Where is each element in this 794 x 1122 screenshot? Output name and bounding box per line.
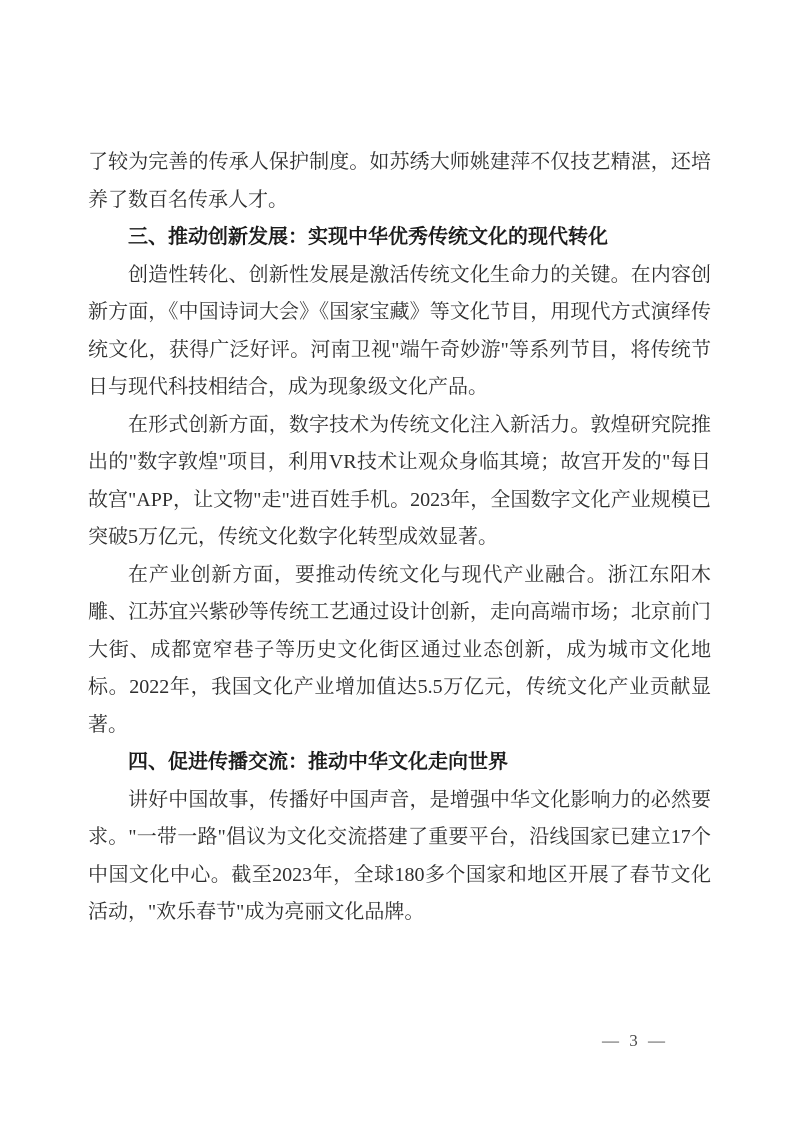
document-content (88, 144, 711, 932)
section-heading-4: 四、促进传播交流：推动中华文化走向世界 (128, 751, 508, 773)
paragraph-format-innovation: 在形式创新方面，数字技术为传统文化注入新活力。敦煌研究院推出的"数字敦煌"项目，利用VR技术让观众身临其境；故宫开发的"每日故宫"APP，让文物"走"进百姓手机。2023年，全国数字文化产业规模已突破5万亿元，传统文化数字化转型成效显著。 (88, 413, 711, 548)
paragraph-content-innovation: 创造性转化、创新性发展是激活传统文化生命力的关键。在内容创新方面，《中国诗词大会》《国家宝藏》等文化节目，用现代方式演绎传统文化，获得广泛好评。河南卫视"端午奇妙游"等系列节目，将传统节日与现代科技相结合，成为现象级文化产品。 (88, 263, 711, 398)
paragraph-continuation: 了较为完善的传承人保护制度。如苏绣大师姚建萍不仅技艺精湛，还培养了数百名传承人才。 (88, 151, 711, 211)
section-heading-3: 三、推动创新发展：实现中华优秀传统文化的现代转化 (128, 226, 608, 248)
paragraph-cultural-exchange: 讲好中国故事，传播好中国声音，是增强中华文化影响力的必然要求。"一带一路"倡议为文化交流搭建了重要平台，沿线国家已建立17个中国文化中心。截至2023年，全球180多个国家和地区开展了春节文化活动，"欢乐春节"成为亮丽文化品牌。 (88, 788, 711, 923)
page-number: — 3 — (602, 1031, 668, 1050)
paragraph-industry-innovation: 在产业创新方面，要推动传统文化与现代产业融合。浙江东阳木雕、江苏宜兴紫砂等传统工艺通过设计创新，走向高端市场；北京前门大街、成都宽窄巷子等历史文化街区通过业态创新，成为城市文化地标。2022年，我国文化产业增加值达5.5万亿元，传统文化产业贡献显著。 (88, 563, 711, 736)
